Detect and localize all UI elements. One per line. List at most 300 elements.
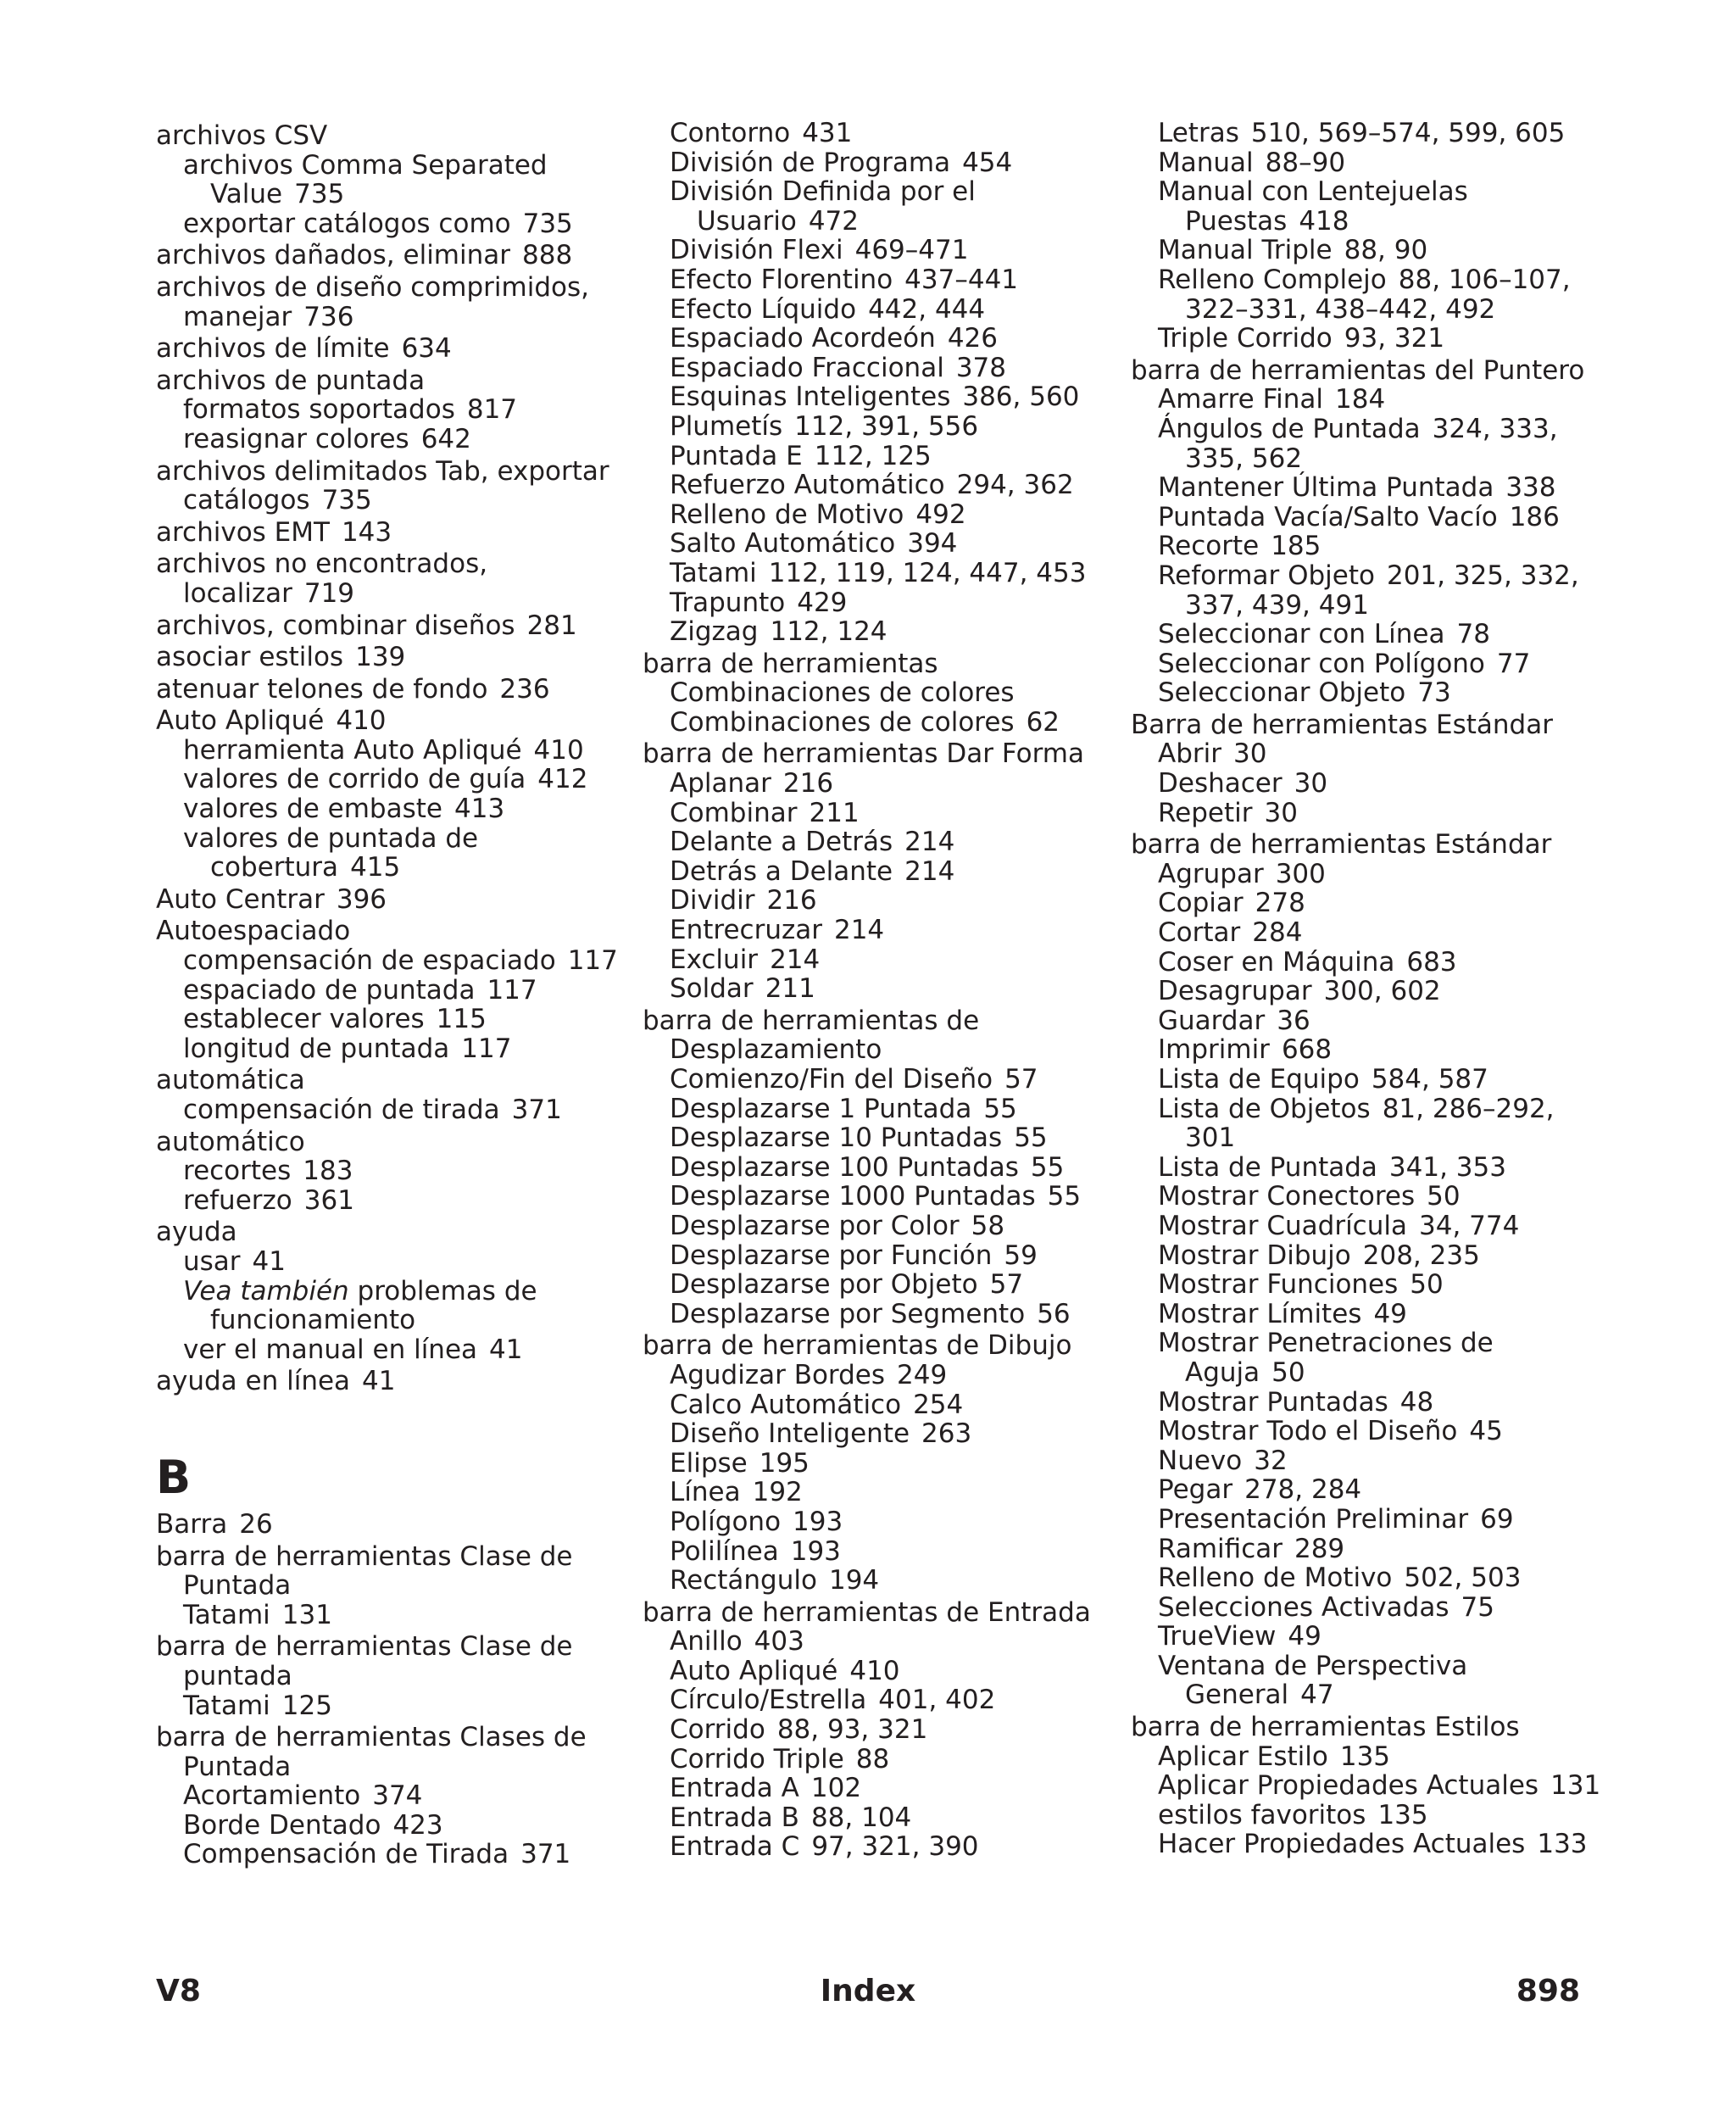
entry-term: Repetir xyxy=(1158,797,1253,828)
entry-page-ref: 185 xyxy=(1271,531,1321,562)
entry-term: Polígono xyxy=(670,1506,782,1537)
entry-page-ref: 284 xyxy=(1252,917,1303,949)
entry-page-ref: 429 xyxy=(797,587,848,618)
entry-term: barra de herramientas de Dibujo xyxy=(643,1330,1072,1362)
entry-term: archivos dañados, eliminar xyxy=(156,240,511,271)
entry-term: archivos delimitados Tab, exportar catálogos xyxy=(156,455,609,516)
entry-page-ref: 55 xyxy=(1030,1151,1065,1183)
index-entry xyxy=(156,675,631,705)
entry-page-ref: 45 xyxy=(1469,1416,1503,1447)
entry-term: Mostrar Conectores xyxy=(1158,1181,1416,1212)
entry-page-ref: 374 xyxy=(372,1780,423,1812)
index-subentry xyxy=(670,324,1117,354)
index-entry xyxy=(156,273,631,331)
entry-page-ref: 139 xyxy=(355,642,406,673)
entry-term: Efecto Florentino xyxy=(670,264,893,295)
index-subentry xyxy=(1158,1212,1605,1241)
entry-page-ref: 413 xyxy=(454,794,505,825)
entry-page-ref: 469–471 xyxy=(854,235,969,266)
entry-page-ref: 131 xyxy=(281,1599,332,1630)
entry-page-ref: 415 xyxy=(350,852,401,883)
index-subentry xyxy=(1158,1417,1605,1446)
index-entry xyxy=(156,1632,631,1691)
entry-term: Agrupar xyxy=(1158,858,1264,889)
entry-term: Ventana de Perspectiva General xyxy=(1158,1650,1468,1711)
index-subentry xyxy=(1158,236,1605,265)
entry-term: Salto Automático xyxy=(670,528,896,560)
entry-term: División Flexi xyxy=(670,235,843,266)
entry-term: Manual Triple xyxy=(1158,235,1333,266)
index-subentry xyxy=(1158,620,1605,649)
index-entry xyxy=(156,1542,631,1601)
entry-term: Entrada B xyxy=(670,1802,799,1833)
entry-term: archivos de límite xyxy=(156,333,390,365)
entry-page-ref: 41 xyxy=(362,1366,396,1397)
index-subentry xyxy=(183,736,631,766)
index-subentry xyxy=(183,1601,631,1630)
entry-page-ref: 324, 333, 335, 562 xyxy=(1185,413,1558,474)
index-subentry xyxy=(1158,948,1605,978)
entry-page-ref: 57 xyxy=(989,1269,1024,1301)
entry-page-ref: 34, 774 xyxy=(1419,1210,1520,1241)
entry-page-ref: 36 xyxy=(1277,1005,1310,1036)
entry-term: Soldar xyxy=(670,973,754,1005)
entry-term: Auto Apliqué xyxy=(156,705,325,737)
entry-page-ref: 236 xyxy=(499,673,550,705)
index-subentry xyxy=(670,1774,1117,1803)
entry-page-ref: 193 xyxy=(790,1535,841,1567)
entry-page-ref: 75 xyxy=(1461,1591,1494,1623)
entry-page-ref: 135 xyxy=(1339,1741,1391,1772)
entry-term: Triple Corrido xyxy=(1158,323,1333,354)
entry-term: recortes xyxy=(183,1156,292,1187)
entry-page-ref: 735 xyxy=(321,485,372,516)
index-subentry xyxy=(1158,1153,1605,1183)
index-subentry xyxy=(670,945,1117,975)
entry-term: automático xyxy=(156,1126,305,1157)
index-subentry xyxy=(670,1300,1117,1329)
entry-term: Rectángulo xyxy=(670,1565,817,1596)
entry-term: problemas de funcionamiento xyxy=(210,1275,537,1336)
index-subentry xyxy=(183,151,631,209)
index-subentry xyxy=(670,916,1117,945)
entry-page-ref: 423 xyxy=(392,1809,443,1841)
index-entry xyxy=(643,739,1117,769)
entry-term: Excluir xyxy=(670,944,759,975)
entry-term: Círculo/Estrella xyxy=(670,1685,867,1716)
entry-term: archivos no encontrados, localizar xyxy=(156,549,488,609)
index-subentry xyxy=(1158,769,1605,799)
index-subentry xyxy=(183,824,631,883)
entry-term: Ramificar xyxy=(1158,1533,1283,1564)
index-subentry xyxy=(1158,1241,1605,1271)
index-subentry xyxy=(670,236,1117,265)
index-subentry xyxy=(670,529,1117,559)
index-subentry xyxy=(1158,148,1605,178)
entry-page-ref: 735 xyxy=(294,179,345,210)
entry-term: Pegar xyxy=(1158,1474,1233,1506)
entry-term: Cortar xyxy=(1158,917,1241,949)
index-subentry xyxy=(1158,1535,1605,1564)
entry-page-ref: 634 xyxy=(401,333,452,365)
section-letter: B xyxy=(156,1450,192,1504)
entry-page-ref: 58 xyxy=(971,1210,1005,1241)
entry-page-ref: 668 xyxy=(1281,1034,1333,1066)
entry-term: Hacer Propiedades Actuales xyxy=(1158,1829,1526,1860)
entry-term: Combinar xyxy=(670,797,798,828)
index-subentry xyxy=(670,1449,1117,1479)
entry-page-ref: 93, 321 xyxy=(1344,323,1445,354)
index-subentry xyxy=(1158,649,1605,679)
entry-term: Esquinas Inteligentes xyxy=(670,382,951,413)
entry-term: Seleccionar con Polígono xyxy=(1158,648,1485,679)
entry-term: Combinaciones de colores xyxy=(670,706,1015,738)
index-subentry xyxy=(1158,1388,1605,1418)
entry-term: Mostrar Funciones xyxy=(1158,1269,1399,1301)
entry-term: estilos favoritos xyxy=(1158,1799,1366,1830)
index-subentry xyxy=(183,1811,631,1841)
entry-term: División Definida por el Usuario xyxy=(670,176,976,237)
entry-term: barra de herramientas Dar Forma xyxy=(643,738,1084,770)
index-subentry xyxy=(670,708,1117,738)
entry-term: Entrada A xyxy=(670,1773,799,1804)
entry-page-ref: 56 xyxy=(1037,1298,1071,1329)
entry-term: archivos Comma Separated Value xyxy=(183,149,548,210)
entry-term: Desplazarse 1000 Puntadas xyxy=(670,1181,1036,1212)
index-subentry xyxy=(670,295,1117,325)
entry-page-ref: 412 xyxy=(537,764,588,795)
index-subentry xyxy=(670,148,1117,178)
entry-term: establecer valores xyxy=(183,1004,425,1035)
entry-page-ref: 289 xyxy=(1294,1533,1345,1564)
index-subentry xyxy=(670,1065,1117,1095)
index-subentry xyxy=(670,1478,1117,1507)
entry-page-ref: 371 xyxy=(520,1839,571,1870)
index-subentry xyxy=(183,976,631,1006)
index-subentry xyxy=(670,678,1117,708)
index-subentry xyxy=(183,425,631,454)
entry-page-ref: 55 xyxy=(983,1093,1017,1124)
entry-page-ref: 294, 362 xyxy=(956,470,1074,501)
index-subentry xyxy=(1158,1652,1605,1710)
entry-page-ref: 386, 560 xyxy=(962,382,1080,413)
entry-term: barra de herramientas Estándar xyxy=(1131,829,1552,861)
entry-page-ref: 208, 235 xyxy=(1362,1240,1480,1271)
entry-term: Relleno de Motivo xyxy=(1158,1563,1393,1594)
entry-page-ref: 426 xyxy=(947,323,998,354)
index-subentry xyxy=(670,1803,1117,1833)
index-subentry xyxy=(1158,1270,1605,1300)
entry-page-ref: 102 xyxy=(810,1773,862,1804)
entry-page-ref: 201, 325, 332, 337, 439, 491 xyxy=(1185,560,1579,621)
entry-term: compensación de tirada xyxy=(183,1095,500,1125)
entry-page-ref: 131 xyxy=(1550,1770,1601,1802)
footer-page-number: 898 xyxy=(1516,1974,1580,2008)
index-subentry xyxy=(670,1153,1117,1183)
entry-page-ref: 32 xyxy=(1254,1445,1288,1476)
index-subentry xyxy=(670,1685,1117,1715)
entry-page-ref: 47 xyxy=(1300,1680,1334,1711)
index-entry xyxy=(156,1128,631,1157)
entry-page-ref: 88, 90 xyxy=(1344,235,1428,266)
page-footer xyxy=(156,1974,1580,2016)
entry-term: exportar catálogos como xyxy=(183,208,511,239)
index-entry xyxy=(643,649,1117,679)
index-subentry xyxy=(670,500,1117,530)
entry-term: Aplicar Estilo xyxy=(1158,1741,1328,1772)
entry-term: automática xyxy=(156,1065,305,1096)
index-column-2 xyxy=(643,119,1117,1862)
entry-term: Letras xyxy=(1158,118,1239,148)
index-subentry xyxy=(1158,799,1605,828)
entry-page-ref: 683 xyxy=(1406,946,1457,978)
entry-page-ref: 57 xyxy=(1004,1064,1038,1095)
footer-section-title: Index xyxy=(820,1974,916,2008)
index-subentry xyxy=(183,1005,631,1034)
entry-page-ref: 410 xyxy=(849,1655,900,1686)
index-subentry xyxy=(670,974,1117,1004)
entry-page-ref: 184 xyxy=(1335,384,1386,415)
entry-term: Presentación Preliminar xyxy=(1158,1503,1469,1535)
entry-term: Manual xyxy=(1158,147,1254,178)
entry-page-ref: 214 xyxy=(904,827,955,858)
entry-term: compensación de espaciado xyxy=(183,945,556,977)
index-entry xyxy=(156,611,631,641)
index-subentry xyxy=(183,395,631,425)
entry-term: Línea xyxy=(670,1477,741,1508)
entry-term: Aplanar xyxy=(670,768,771,799)
index-subentry xyxy=(670,1390,1117,1420)
entry-term: Zigzag xyxy=(670,616,759,648)
index-entry xyxy=(156,885,631,915)
entry-page-ref: 112, 125 xyxy=(814,440,932,471)
entry-page-ref: 50 xyxy=(1410,1269,1444,1301)
index-subentry xyxy=(183,209,631,239)
entry-page-ref: 48 xyxy=(1399,1386,1434,1418)
entry-page-ref: 125 xyxy=(281,1690,332,1721)
entry-page-ref: 361 xyxy=(303,1184,354,1216)
entry-term: Combinaciones de colores xyxy=(670,677,1015,709)
index-subentry xyxy=(1158,265,1605,324)
index-subentry xyxy=(1158,1475,1605,1505)
index-subentry xyxy=(670,1507,1117,1537)
index-entry xyxy=(1131,710,1605,740)
entry-page-ref: 254 xyxy=(913,1389,964,1420)
index-subentry xyxy=(670,1566,1117,1596)
entry-page-ref: 81, 286–292, 301 xyxy=(1185,1093,1555,1154)
index-entry xyxy=(156,334,631,364)
entry-term: Corrido xyxy=(670,1714,765,1746)
entry-term: archivos CSV xyxy=(156,120,328,151)
index-subentry xyxy=(670,1182,1117,1212)
entry-page-ref: 214 xyxy=(904,855,955,887)
index-entry xyxy=(156,549,631,608)
entry-page-ref: 135 xyxy=(1377,1799,1428,1830)
entry-term: Mostrar Dibujo xyxy=(1158,1240,1351,1271)
entry-term: Imprimir xyxy=(1158,1034,1270,1066)
entry-term: Compensación de Tirada xyxy=(183,1839,509,1870)
index-entry xyxy=(156,1510,631,1540)
entry-page-ref: 97, 321, 390 xyxy=(811,1831,979,1863)
entry-term: Espaciado Fraccional xyxy=(670,352,944,383)
index-subentry xyxy=(183,1034,631,1064)
entry-term: Manual con Lentejuelas Puestas xyxy=(1158,176,1468,237)
entry-page-ref: 263 xyxy=(921,1418,972,1450)
index-subentry xyxy=(670,1745,1117,1774)
entry-page-ref: 117 xyxy=(461,1033,512,1064)
index-subentry xyxy=(670,177,1117,236)
entry-term: Barra de herramientas Estándar xyxy=(1131,709,1553,740)
entry-term: Polilínea xyxy=(670,1535,779,1567)
index-subentry xyxy=(183,1277,631,1335)
entry-page-ref: 88, 104 xyxy=(810,1802,912,1833)
entry-term: Tatami xyxy=(670,557,757,588)
entry-term: ayuda en línea xyxy=(156,1366,351,1397)
index-subentry xyxy=(670,1627,1117,1657)
entry-page-ref: 88–90 xyxy=(1265,147,1346,178)
entry-term: Contorno xyxy=(670,118,791,148)
entry-term: Lista de Objetos xyxy=(1158,1093,1371,1124)
entry-term: barra de herramientas Estilos xyxy=(1131,1712,1520,1743)
entry-term: Abrir xyxy=(1158,738,1221,770)
index-entry xyxy=(156,706,631,736)
entry-term: ver el manual en línea xyxy=(183,1334,478,1365)
index-subentry xyxy=(183,1186,631,1216)
entries xyxy=(156,121,631,1396)
index-subentry xyxy=(1158,1300,1605,1329)
entry-page-ref: 88 xyxy=(855,1743,890,1774)
entry-term: Calco Automático xyxy=(670,1389,902,1420)
index-subentry xyxy=(670,857,1117,887)
entry-page-ref: 73 xyxy=(1417,677,1451,709)
index-subentry xyxy=(1158,860,1605,889)
entry-term: Comienzo/Fin del Diseño xyxy=(670,1064,993,1095)
entry-page-ref: 50 xyxy=(1427,1181,1461,1212)
entry-page-ref: 502, 503 xyxy=(1404,1563,1522,1594)
index-subentry xyxy=(183,1095,631,1125)
entry-term: reasignar colores xyxy=(183,423,409,454)
index-subentry xyxy=(670,1832,1117,1862)
entry-page-ref: 88, 106–107, 322–331, 438–442, 492 xyxy=(1185,264,1571,325)
entry-term: Selecciones Activadas xyxy=(1158,1591,1449,1623)
entry-term: Auto Centrar xyxy=(156,883,325,915)
entry-term: Mostrar Cuadrícula xyxy=(1158,1210,1407,1241)
entry-term: espaciado de puntada xyxy=(183,974,476,1006)
entry-term: Desplazarse por Función xyxy=(670,1240,993,1271)
entry-page-ref: 112, 391, 556 xyxy=(794,410,979,442)
index-subentry xyxy=(1158,415,1605,473)
entry-page-ref: 492 xyxy=(915,499,966,530)
index-subentry xyxy=(1158,1505,1605,1535)
entries xyxy=(1131,119,1605,1859)
index-column-1 xyxy=(156,119,631,1869)
index-subentry xyxy=(1158,503,1605,532)
entry-term: Anillo xyxy=(670,1626,743,1657)
entry-term: barra de herramientas de Entrada xyxy=(643,1596,1091,1628)
entry-term: Espaciado Acordeón xyxy=(670,323,936,354)
entry-term: Ángulos de Puntada xyxy=(1158,413,1421,444)
entry-page-ref: 472 xyxy=(808,205,859,237)
index-subentry xyxy=(1158,1182,1605,1212)
entry-page-ref: 278 xyxy=(1255,888,1305,919)
index-subentry xyxy=(1158,1801,1605,1830)
index-entry xyxy=(156,518,631,548)
entry-term: barra de herramientas Clase de puntada xyxy=(156,1631,573,1691)
index-column-3 xyxy=(1131,119,1605,1859)
entry-page-ref: 133 xyxy=(1537,1829,1588,1860)
entry-term: usar xyxy=(183,1245,241,1277)
entry-page-ref: 211 xyxy=(765,973,815,1005)
entry-term: barra de herramientas Clases de Puntada xyxy=(156,1722,587,1782)
index-subentry xyxy=(183,946,631,976)
entry-page-ref: 69 xyxy=(1480,1503,1514,1535)
entry-term: Mostrar Límites xyxy=(1158,1298,1362,1329)
entry-page-ref: 735 xyxy=(522,208,573,239)
index-subentry xyxy=(183,1781,631,1811)
index-subentry xyxy=(670,119,1117,148)
entry-page-ref: 410 xyxy=(336,705,387,737)
entry-term: Mostrar Penetraciones de Aguja xyxy=(1158,1328,1494,1388)
entry-page-ref: 112, 119, 124, 447, 453 xyxy=(768,557,1087,588)
entry-page-ref: 214 xyxy=(770,944,821,975)
index-subentry xyxy=(670,1657,1117,1686)
entry-page-ref: 418 xyxy=(1299,205,1349,237)
index-subentry xyxy=(670,265,1117,295)
entry-term: Desplazarse 100 Puntadas xyxy=(670,1151,1019,1183)
index-subentry xyxy=(1158,1446,1605,1476)
index-entry xyxy=(156,916,631,946)
entry-page-ref: 394 xyxy=(907,528,958,560)
entry-page-ref: 88, 93, 321 xyxy=(776,1714,928,1746)
entry-term: barra de herramientas de Desplazamiento xyxy=(643,1005,980,1066)
index-entry xyxy=(156,1723,631,1781)
entry-term: Recorte xyxy=(1158,531,1260,562)
entry-page-ref: 442, 444 xyxy=(868,293,986,325)
index-subentry xyxy=(1158,1622,1605,1652)
entry-term: Delante a Detrás xyxy=(670,827,893,858)
entry-page-ref: 338 xyxy=(1505,472,1556,504)
index-subentry xyxy=(1158,1329,1605,1387)
index-entry xyxy=(643,1598,1117,1628)
entry-term: Desagrupar xyxy=(1158,976,1312,1007)
entry-page-ref: 30 xyxy=(1233,738,1267,770)
entry-term: ayuda xyxy=(156,1217,237,1248)
index-subentry xyxy=(1158,561,1605,620)
index-subentry xyxy=(1158,473,1605,503)
entry-page-ref: 117 xyxy=(567,945,618,977)
entry-term: archivos de puntada xyxy=(156,365,426,396)
entry-term: Efecto Líquido xyxy=(670,293,857,325)
entry-term: Acortamiento xyxy=(183,1780,361,1812)
index-subentry xyxy=(1158,977,1605,1006)
index-subentry xyxy=(670,471,1117,500)
entry-term: Seleccionar con Línea xyxy=(1158,619,1445,650)
entries xyxy=(643,119,1117,1862)
index-subentry xyxy=(1158,889,1605,918)
index-subentry xyxy=(670,1123,1117,1153)
entry-page-ref: 26 xyxy=(239,1508,273,1540)
entry-term: refuerzo xyxy=(183,1184,292,1216)
entry-term: valores de embaste xyxy=(183,794,442,825)
entry-page-ref: 49 xyxy=(1373,1298,1407,1329)
entry-term: Reformar Objeto xyxy=(1158,560,1375,591)
index-subentry xyxy=(1158,1065,1605,1095)
entry-page-ref: 59 xyxy=(1004,1240,1038,1271)
entry-page-ref: 278, 284 xyxy=(1244,1474,1362,1506)
entry-term: Desplazarse por Color xyxy=(670,1210,960,1241)
entry-term: asociar estilos xyxy=(156,642,344,673)
entry-page-ref: 78 xyxy=(1456,619,1490,650)
